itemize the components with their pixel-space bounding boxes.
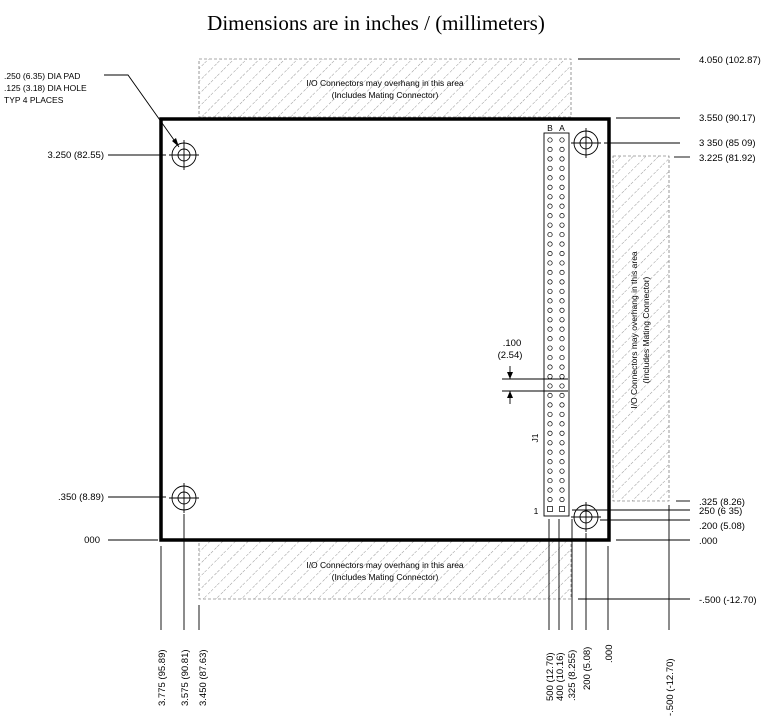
dim-right-0000: .000 [699,536,718,547]
overhang-area-top [199,59,571,117]
dim-left-0000: 000 [84,535,100,546]
overhang-note-bottom-line1: I/O Connectors may overhang in this area [306,560,464,570]
overhang-note-top-line1: I/O Connectors may overhang in this area [306,78,464,88]
dim-right-0325: .325 (8.26) [699,497,745,508]
overhang-area-right [613,156,669,501]
overhang-note-right-line2: (Includes Mating Connector) [641,276,651,384]
dim-bottom-m0500: -.500 (-12.70) [665,658,676,716]
dim-bottom-3775: 3.775 (95.89) [157,649,168,706]
dim-right-3225: 3.225 (81.92) [699,153,756,164]
hole-callout-line2: .125 (3.18) DIA HOLE [4,83,87,93]
overhang-note-bottom-line2: (Includes Mating Connector) [331,572,439,582]
dim-right-m0500: -.500 (-12.70) [699,595,757,606]
dim-left-0350: .350 (8.89) [58,492,104,503]
hole-callout-line1: .250 (6.35) DIA PAD [4,71,81,81]
hole-callout [4,71,179,147]
dim-right-4050: 4.050 (102.87) [699,55,761,66]
dim-bottom-3575: 3.575 (90.81) [180,649,191,706]
board-outline [161,119,609,540]
overhang-note-top-line2: (Includes Mating Connector) [331,90,439,100]
hole-callout-line3: TYP 4 PLACES [4,95,64,105]
dim-right-0250: 250 (6 35) [699,506,743,517]
dim-right-3550: 3.550 (90.17) [699,113,756,124]
drawing-title: Dimensions are in inches / (millimeters) [207,11,545,35]
left-dimensions [47,150,166,546]
overhang-area-bottom [199,541,571,599]
dim-bottom-0200: 200 (5.08) [582,646,593,690]
connector-col-a-label: A [559,123,565,133]
dim-bottom-3450: 3.450 (87.63) [198,649,209,706]
connector-label: J1 [530,433,540,443]
bottom-left-dimensions [157,649,209,706]
dim-right-0200: .200 (5.08) [699,521,745,532]
pitch-value: .100 [502,338,522,349]
dim-bottom-0500: 500 (12.70) [545,652,556,701]
dim-bottom-0400: 400 (10.16) [555,652,566,701]
dim-right-3350: 3 350 (85 09) [699,138,756,149]
bottom-right-dimensions [545,645,676,717]
overhang-note-right-line1: I/O Connectors may overhang in this area [629,251,639,409]
dim-left-3250: 3.250 (82.55) [47,150,104,161]
connector-col-b-label: B [547,123,553,133]
dim-bottom-0325: .325 (8.255) [567,649,578,701]
pitch-metric: (2.54) [497,350,523,361]
connector-pin-one-label: 1 [533,506,539,516]
dim-bottom-0000: .000 [604,644,615,663]
